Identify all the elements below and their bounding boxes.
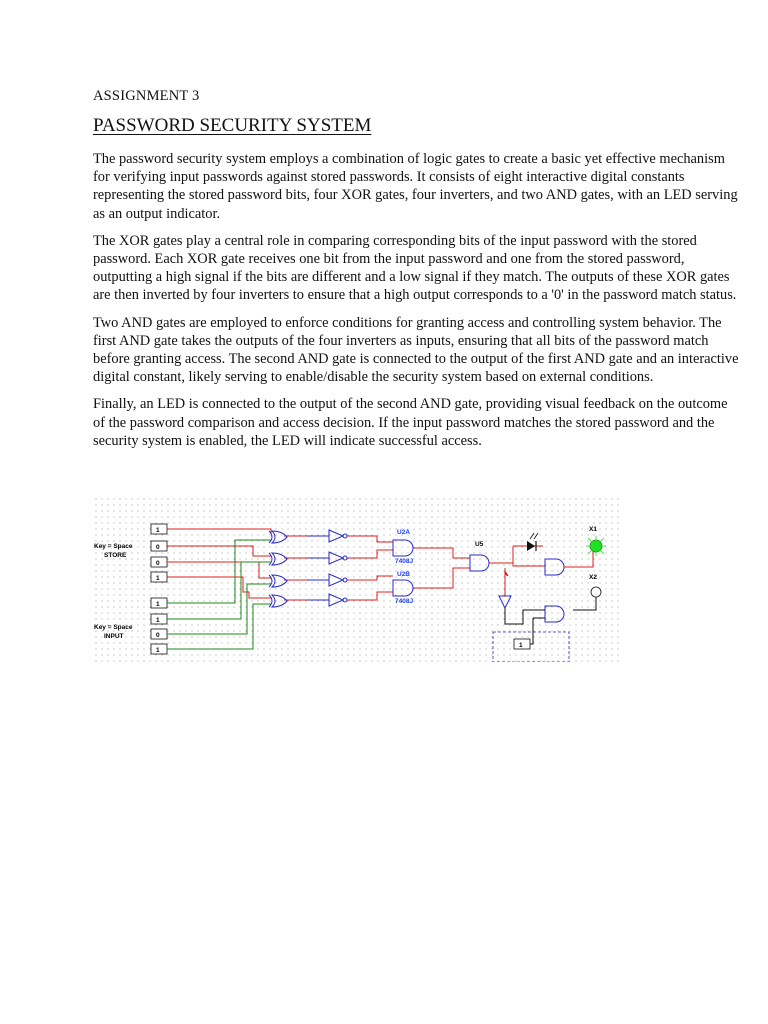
- u5-label: U5: [475, 541, 484, 548]
- assignment-label: ASSIGNMENT 3: [93, 88, 200, 104]
- input-constant-4[interactable]: [151, 644, 167, 654]
- x1-label: X1: [589, 526, 597, 533]
- input-key-label: Key = Space: [94, 624, 133, 631]
- u2b-chip-label: 7408J: [395, 598, 414, 605]
- store-bit-1: 1: [156, 527, 160, 534]
- paragraph-led: Finally, an LED is connected to the output of the second AND gate, providing visual feedback on the outcome of the password comparison and access decision. If the input password matches the stored password and the security system is enabled, the LED will indicate successful access.: [93, 396, 728, 449]
- paragraph-xor: The XOR gates play a central role in comparing corresponding bits of the input password with the stored password. Each XOR gate receives one bit from the input password and one from the stored password, outputting a high signal if the bits are different and a low signal if they match. The outputs of these XOR gates are then inverted by four inverters to ensure that a high output corresponds to a '0' in the password match status.: [93, 232, 737, 304]
- input-constant-2[interactable]: [151, 614, 167, 624]
- store-bit-2: 0: [156, 544, 160, 551]
- x2-label: X2: [589, 574, 597, 581]
- input-bit-4: 1: [156, 647, 160, 654]
- document-body: [93, 150, 741, 459]
- input-constant-3[interactable]: [151, 629, 167, 639]
- paragraph-and: Two AND gates are employed to enforce conditions for granting access and controlling system behavior. The first AND gate takes the outputs of the four inverters as inputs, ensuring that all bits of the password match before granting access. The second AND gate is connected to the output of the first AND gate and an interactive digital constant, likely serving to enable/disable the security system based on external conditions.: [93, 314, 739, 386]
- circuit-svg: [93, 496, 623, 662]
- store-constant-1[interactable]: [151, 524, 167, 534]
- u2a-label: U2A: [397, 529, 411, 536]
- u2b-label: U2B: [397, 571, 411, 578]
- circuit-diagram: [93, 496, 623, 662]
- schematic-grid: [93, 496, 623, 662]
- input-bit-3: 0: [156, 632, 160, 639]
- store-bit-3: 0: [156, 560, 160, 567]
- input-bit-2: 1: [156, 617, 160, 624]
- store-key-label: Key = Space: [94, 543, 133, 550]
- input-bit-1: 1: [156, 601, 160, 608]
- store-bit-4: 1: [156, 575, 160, 582]
- store-constant-4[interactable]: [151, 572, 167, 582]
- paragraph-intro: The password security system employs a combination of logic gates to create a basic yet effective mechanism for verifying input passwords against stored passwords. It consists of eight interactive digital constants representing the stored password bits, four XOR gates, four inverters, and two AND gates, with an LED serving as an output indicator.: [93, 151, 738, 222]
- store-constant-2[interactable]: [151, 541, 167, 551]
- document-title: PASSWORD SECURITY SYSTEM: [93, 115, 372, 136]
- store-label: STORE: [104, 552, 127, 559]
- store-constant-3[interactable]: [151, 557, 167, 567]
- input-constant-1[interactable]: [151, 598, 167, 608]
- enable-bit: 1: [519, 642, 523, 649]
- input-label: INPUT: [104, 633, 124, 640]
- u2a-chip-label: 7408J: [395, 558, 414, 565]
